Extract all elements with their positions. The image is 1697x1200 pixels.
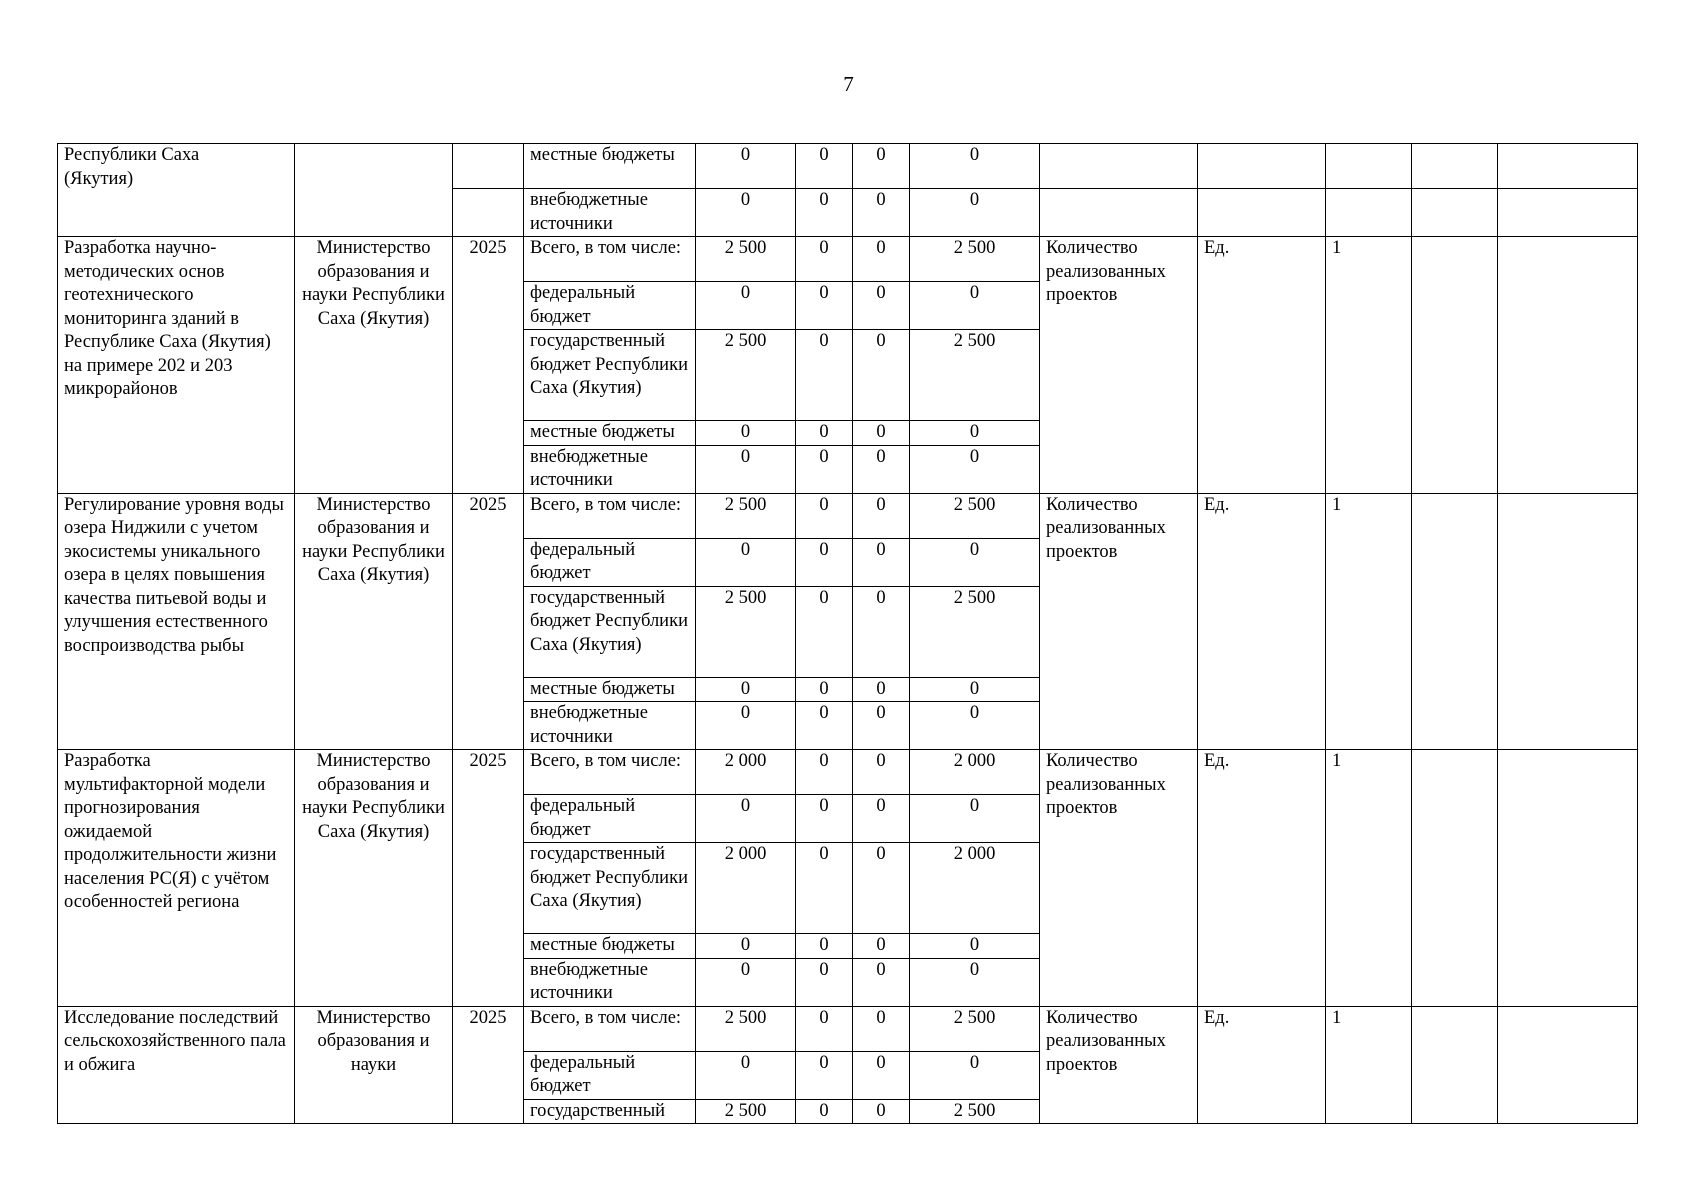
- amount-col-4: 2 500: [910, 330, 1040, 421]
- indicator: Количество реализованных проектов: [1040, 493, 1198, 750]
- funding-source: местные бюджеты: [524, 144, 696, 189]
- amount-total: 2 500: [696, 237, 796, 282]
- amount-total: 0: [696, 958, 796, 1006]
- funding-source: федеральный бюджет: [524, 1051, 696, 1099]
- amount-col-2: 0: [796, 958, 853, 1006]
- empty-cell: [1040, 189, 1198, 237]
- empty-cell: [1198, 189, 1326, 237]
- empty-cell: [1498, 237, 1638, 494]
- amount-col-4: 2 000: [910, 750, 1040, 795]
- amount-total: 0: [696, 538, 796, 586]
- amount-col-3: 0: [853, 586, 910, 677]
- amount-col-4: 2 500: [910, 237, 1040, 282]
- empty-cell: [1412, 493, 1498, 750]
- empty-cell: [1498, 750, 1638, 1007]
- amount-col-2: 0: [796, 750, 853, 795]
- amount-col-3: 0: [853, 189, 910, 237]
- amount-col-2: 0: [796, 1006, 853, 1051]
- funding-source: федеральный бюджет: [524, 795, 696, 843]
- amount-col-2: 0: [796, 843, 853, 934]
- year: [453, 144, 524, 189]
- empty-cell: [1412, 144, 1498, 189]
- empty-cell: [1198, 144, 1326, 189]
- amount-col-3: 0: [853, 677, 910, 702]
- empty-cell: [1412, 189, 1498, 237]
- unit: Ед.: [1198, 493, 1326, 750]
- amount-col-4: 0: [910, 282, 1040, 330]
- funding-source: местные бюджеты: [524, 934, 696, 959]
- activity-name: Регулирование уровня воды озера Ниджили с учетом экосистемы уникального озера в целях повышения качества питьевой воды и улучшения естественного воспроизводства рыбы: [58, 493, 295, 750]
- unit: Ед.: [1198, 750, 1326, 1007]
- amount-col-2: 0: [796, 538, 853, 586]
- amount-col-4: 2 500: [910, 493, 1040, 538]
- amount-total: 0: [696, 144, 796, 189]
- amount-col-4: 2 500: [910, 586, 1040, 677]
- table-row: [58, 144, 1638, 189]
- year: 2025: [453, 750, 524, 1007]
- amount-col-3: 0: [853, 1051, 910, 1099]
- funding-source: внебюджетные источники: [524, 958, 696, 1006]
- amount-col-2: 0: [796, 934, 853, 959]
- empty-cell: [1498, 189, 1638, 237]
- funding-source: внебюджетные источники: [524, 445, 696, 493]
- year: 2025: [453, 237, 524, 494]
- amount-total: 0: [696, 189, 796, 237]
- target-value: 1: [1326, 237, 1412, 494]
- activity-name: Исследование последствий сельскохозяйственного пала и обжига: [58, 1006, 295, 1124]
- funding-source: государственный бюджет Республики Саха (Якутия): [524, 843, 696, 934]
- amount-col-4: 0: [910, 144, 1040, 189]
- amount-col-2: 0: [796, 795, 853, 843]
- amount-total: 0: [696, 934, 796, 959]
- activity-name: Разработка научно-методических основ геотехнического мониторинга зданий в Республике Саха (Якутия) на примере 202 и 203 микрорайонов: [58, 237, 295, 494]
- amount-col-3: 0: [853, 538, 910, 586]
- empty-cell: [1040, 144, 1198, 189]
- amount-col-3: 0: [853, 795, 910, 843]
- amount-col-2: 0: [796, 189, 853, 237]
- amount-col-2: 0: [796, 1051, 853, 1099]
- executor: Министерство образования и науки Республики Саха (Якутия): [295, 750, 453, 1007]
- funding-source: федеральный бюджет: [524, 282, 696, 330]
- amount-col-4: 2 000: [910, 843, 1040, 934]
- amount-col-4: 0: [910, 1051, 1040, 1099]
- program-activities-table: [57, 143, 1638, 1124]
- funding-source: Всего, в том числе:: [524, 237, 696, 282]
- indicator: Количество реализованных проектов: [1040, 750, 1198, 1007]
- executor: Министерство образования и науки Республики Саха (Якутия): [295, 237, 453, 494]
- funding-source: местные бюджеты: [524, 421, 696, 446]
- amount-col-2: 0: [796, 144, 853, 189]
- amount-col-3: 0: [853, 934, 910, 959]
- amount-total: 0: [696, 421, 796, 446]
- target-value: 1: [1326, 493, 1412, 750]
- amount-total: 2 500: [696, 330, 796, 421]
- amount-total: 2 500: [696, 1006, 796, 1051]
- executor: [295, 144, 453, 237]
- table-row: [58, 750, 1638, 795]
- amount-col-3: 0: [853, 493, 910, 538]
- executor: Министерство образования и науки: [295, 1006, 453, 1124]
- amount-col-3: 0: [853, 750, 910, 795]
- funding-source: Всего, в том числе:: [524, 493, 696, 538]
- amount-col-4: 0: [910, 421, 1040, 446]
- amount-col-2: 0: [796, 1099, 853, 1124]
- amount-col-4: 0: [910, 677, 1040, 702]
- amount-col-4: 2 500: [910, 1006, 1040, 1051]
- amount-col-3: 0: [853, 445, 910, 493]
- unit: Ед.: [1198, 1006, 1326, 1124]
- amount-col-4: 0: [910, 795, 1040, 843]
- year: 2025: [453, 493, 524, 750]
- amount-col-4: 0: [910, 189, 1040, 237]
- amount-col-2: 0: [796, 421, 853, 446]
- amount-total: 2 500: [696, 493, 796, 538]
- amount-total: 0: [696, 702, 796, 750]
- amount-col-3: 0: [853, 958, 910, 1006]
- activity-name: Разработка мультифакторной модели прогнозирования ожидаемой продолжительности жизни населения РС(Я) с учётом особенностей региона: [58, 750, 295, 1007]
- indicator: Количество реализованных проектов: [1040, 237, 1198, 494]
- amount-total: 0: [696, 677, 796, 702]
- amount-col-2: 0: [796, 702, 853, 750]
- page-number: 7: [843, 72, 854, 96]
- funding-source: внебюджетные источники: [524, 702, 696, 750]
- funding-source: государственный бюджет Республики Саха (Якутия): [524, 586, 696, 677]
- amount-col-2: 0: [796, 493, 853, 538]
- empty-cell: [1326, 144, 1412, 189]
- amount-col-3: 0: [853, 282, 910, 330]
- amount-col-3: 0: [853, 237, 910, 282]
- empty-cell: [1326, 189, 1412, 237]
- empty-cell: [1498, 1006, 1638, 1124]
- table-row: [58, 237, 1638, 282]
- empty-cell: [1412, 1006, 1498, 1124]
- amount-col-4: 0: [910, 445, 1040, 493]
- amount-total: 2 000: [696, 843, 796, 934]
- amount-total: 0: [696, 1051, 796, 1099]
- amount-col-3: 0: [853, 330, 910, 421]
- amount-col-4: 0: [910, 702, 1040, 750]
- year: [453, 189, 524, 237]
- amount-total: 0: [696, 445, 796, 493]
- empty-cell: [1498, 144, 1638, 189]
- amount-col-2: 0: [796, 282, 853, 330]
- funding-source: местные бюджеты: [524, 677, 696, 702]
- amount-col-2: 0: [796, 330, 853, 421]
- table-row: [58, 493, 1638, 538]
- amount-col-4: 0: [910, 538, 1040, 586]
- amount-col-2: 0: [796, 237, 853, 282]
- amount-total: 2 000: [696, 750, 796, 795]
- amount-col-3: 0: [853, 1006, 910, 1051]
- amount-col-3: 0: [853, 1099, 910, 1124]
- amount-col-2: 0: [796, 586, 853, 677]
- year: 2025: [453, 1006, 524, 1124]
- target-value: 1: [1326, 750, 1412, 1007]
- empty-cell: [1412, 237, 1498, 494]
- unit: Ед.: [1198, 237, 1326, 494]
- amount-col-4: 0: [910, 934, 1040, 959]
- amount-col-3: 0: [853, 843, 910, 934]
- amount-col-3: 0: [853, 421, 910, 446]
- table-row: [58, 1006, 1638, 1051]
- empty-cell: [1412, 750, 1498, 1007]
- funding-source: государственный: [524, 1099, 696, 1124]
- funding-source: Всего, в том числе:: [524, 1006, 696, 1051]
- activity-name: Республики Саха (Якутия): [58, 144, 295, 237]
- amount-total: 0: [696, 282, 796, 330]
- amount-col-3: 0: [853, 144, 910, 189]
- amount-total: 0: [696, 795, 796, 843]
- amount-total: 2 500: [696, 586, 796, 677]
- executor: Министерство образования и науки Республики Саха (Якутия): [295, 493, 453, 750]
- indicator: Количество реализованных проектов: [1040, 1006, 1198, 1124]
- amount-total: 2 500: [696, 1099, 796, 1124]
- funding-source: внебюджетные источники: [524, 189, 696, 237]
- target-value: 1: [1326, 1006, 1412, 1124]
- amount-col-2: 0: [796, 445, 853, 493]
- amount-col-2: 0: [796, 677, 853, 702]
- amount-col-4: 0: [910, 958, 1040, 1006]
- funding-source: федеральный бюджет: [524, 538, 696, 586]
- funding-source: государственный бюджет Республики Саха (Якутия): [524, 330, 696, 421]
- empty-cell: [1498, 493, 1638, 750]
- amount-col-4: 2 500: [910, 1099, 1040, 1124]
- amount-col-3: 0: [853, 702, 910, 750]
- funding-source: Всего, в том числе:: [524, 750, 696, 795]
